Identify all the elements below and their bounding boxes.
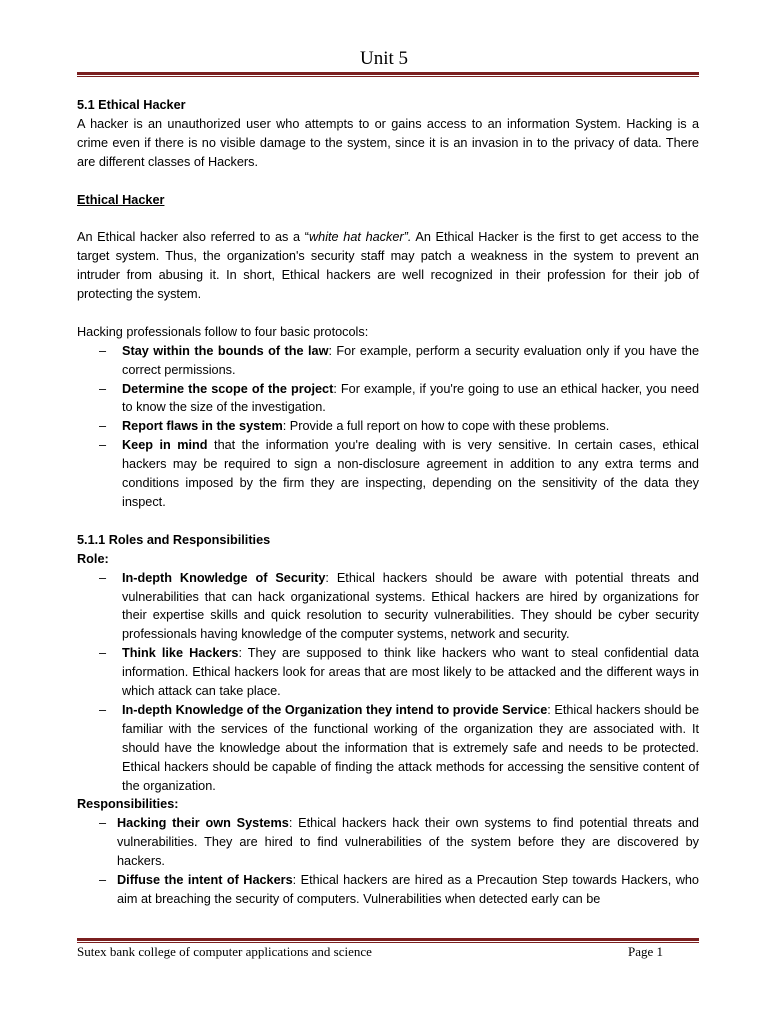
page-header-title: Unit 5 [359, 48, 409, 69]
role-label: Role: [77, 551, 109, 566]
list-item: – Hacking their own Systems: Ethical hackers hack their own systems to find potential threats and vulnerabilities. They are hired to find vulnerabilities of the system before they are discovered by hackers. [99, 816, 699, 869]
footer-college-name: Sutex bank college of computer applications and science [77, 944, 372, 959]
list-item: – Stay within the bounds of the law: For example, perform a security evaluation only if you have the correct permissions. [99, 343, 699, 377]
responsibilities-label: Responsibilities: [77, 797, 179, 812]
list-item: – In-depth Knowledge of the Organization they intend to provide Service: Ethical hackers should be familiar with the services of the functional working of the organization they are associated with. It should have the knowledge about the information that is extremely safe and needs to be protected. Ethical hackers should be capable of finding the attack methods for accessing the sensitive content of the organization. [99, 702, 700, 793]
list-item: – Keep in mind that the information you're dealing with is very sensitive. In certain cases, ethical hackers may be required to sign a non-disclosure agreement in addition to any extra terms and conditions imposed by the firm they are inspecting, depending on the sensitivity of the data they inspect. [99, 438, 699, 509]
header-rule [77, 72, 699, 77]
section-heading: 5.1.1 Roles and Responsibilities [77, 532, 271, 547]
list-item: – Determine the scope of the project: For example, if you're going to use an ethical hacker, you need to know the size of the investigation. [99, 381, 700, 415]
intro-paragraph: A hacker is an unauthorized user who attempts to or gains access to an information System. Hacking is a crime even if there is no visible damage to the system, since it is an invasion in to the privacy of data. There are different classes of Hackers. [77, 116, 699, 169]
document-body [77, 96, 699, 909]
protocols-intro: Hacking professionals follow to four basic protocols: [77, 324, 369, 339]
ethical-hacker-paragraph: An Ethical hacker also referred to as a “white hat hacker”. An Ethical Hacker is the first to get access to the target system. Thus, the organization's security staff may patch a weakness in the system to prevent an intruder from abusing it. In short, Ethical hackers are well recognized in their profession for their job of protecting the system. [77, 230, 699, 302]
list-item: – In-depth Knowledge of Security: Ethical hackers should be aware with potential threats and vulnerabilities that can hack organizational systems. Ethical hackers are hired by organizations for their expertise skills and quick resolution to security vulnerabilities. They should be cyber security professionals having knowledge of the computer systems, network and security. [99, 570, 699, 642]
section-heading: 5.1 Ethical Hacker [77, 98, 186, 112]
subsection-heading: Ethical Hacker [77, 192, 165, 207]
list-item: – Report flaws in the system: Provide a full report on how to cope with these problems. [99, 419, 610, 434]
page-number: Page 1 [627, 944, 663, 959]
footer-rule [77, 938, 699, 943]
list-item: – Diffuse the intent of Hackers: Ethical hackers are hired as a Precaution Step towards Hackers, who aim at breaching the security of computers. Vulnerabilities when detected early can be [99, 873, 699, 906]
list-item: – Think like Hackers: They are supposed to think like hackers who want to steal confidential data information. Ethical hackers look for areas that are most likely to be attacked and the different ways in which attack can take place. [99, 646, 699, 699]
